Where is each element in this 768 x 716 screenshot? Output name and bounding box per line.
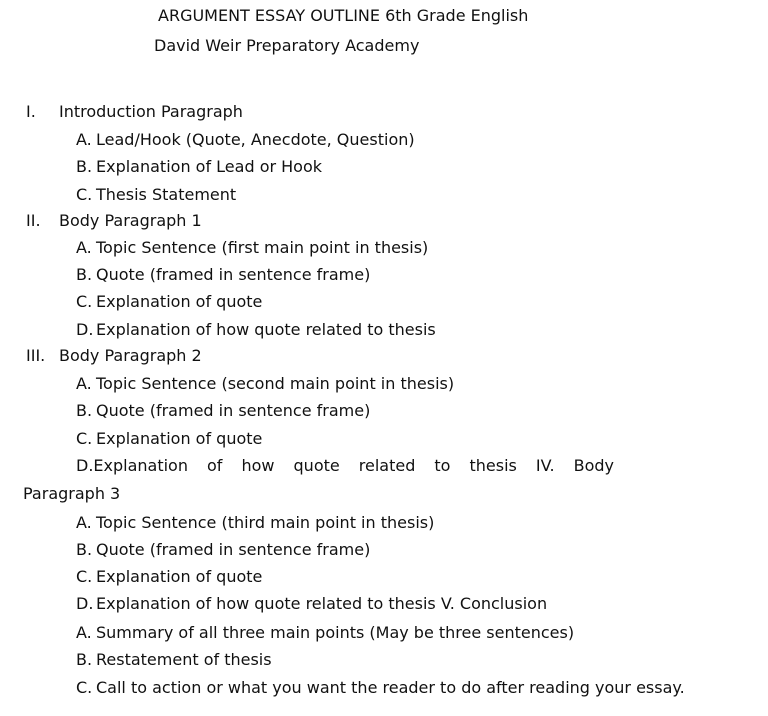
item-text: Explanation of quote <box>96 567 263 586</box>
justified-word: quote <box>293 456 340 475</box>
item-letter: A. <box>76 238 92 257</box>
item-text: Explanation of quote <box>96 292 263 311</box>
justified-word: how <box>241 456 275 475</box>
justified-word: IV. <box>535 456 555 475</box>
item-letter-word <box>76 456 188 476</box>
outline-item <box>76 185 236 205</box>
justified-word: to <box>434 456 451 475</box>
item-letter: C. <box>76 429 93 448</box>
section-title: Body Paragraph 2 <box>59 346 202 365</box>
item-letter: D. <box>76 320 94 339</box>
roman-numeral: II. <box>26 211 41 230</box>
item-text: Explanation of how quote related to thesis <box>96 320 436 339</box>
item-text: Quote (framed in sentence frame) <box>96 401 371 420</box>
item-text: Quote (framed in sentence frame) <box>96 540 371 559</box>
outline-item <box>76 157 322 177</box>
item-letter: C. <box>76 292 93 311</box>
outline-item <box>76 678 685 698</box>
justified-word: Body <box>573 456 614 475</box>
item-text: Topic Sentence (second main point in thesis) <box>96 374 455 393</box>
item-letter: B. <box>76 157 93 176</box>
document-title: ARGUMENT ESSAY OUTLINE 6th Grade English <box>158 6 529 25</box>
item-text: Restatement of thesis <box>96 650 272 669</box>
outline-item <box>76 320 436 340</box>
wrapped-heading: Paragraph 3 <box>23 484 121 503</box>
justified-word: thesis <box>469 456 517 475</box>
item-text: Explanation of how quote related to thesis V. Conclusion <box>96 594 548 613</box>
outline-item <box>76 401 370 421</box>
item-letter: B. <box>76 650 93 669</box>
section-heading-2 <box>26 211 202 231</box>
item-letter: D. <box>76 456 94 475</box>
justified-word: Explanation <box>93 456 188 475</box>
section-title: Body Paragraph 1 <box>59 211 202 230</box>
outline-item <box>76 594 547 614</box>
roman-numeral: I. <box>26 102 36 121</box>
outline-item <box>76 623 574 643</box>
outline-item <box>76 265 370 285</box>
outline-item <box>76 429 262 449</box>
section-heading-3 <box>26 346 202 366</box>
justified-word: related <box>358 456 416 475</box>
item-text: Summary of all three main points (May be three sentences) <box>96 623 575 642</box>
item-text: Explanation of quote <box>96 429 263 448</box>
item-letter: C. <box>76 567 93 586</box>
item-letter: A. <box>76 130 92 149</box>
item-letter: B. <box>76 540 93 559</box>
item-text: Thesis Statement <box>96 185 237 204</box>
outline-item <box>76 567 262 587</box>
item-text: Topic Sentence (third main point in thesis) <box>96 513 435 532</box>
item-letter: D. <box>76 594 94 613</box>
outline-item <box>76 130 415 150</box>
justified-word: of <box>207 456 223 475</box>
item-letter: A. <box>76 374 92 393</box>
outline-item-justified <box>76 456 614 476</box>
item-text: Lead/Hook (Quote, Anecdote, Question) <box>96 130 415 149</box>
outline-item <box>76 540 370 560</box>
item-letter: A. <box>76 513 92 532</box>
section-title: Introduction Paragraph <box>59 102 243 121</box>
item-letter: B. <box>76 265 93 284</box>
roman-numeral: III. <box>26 346 46 365</box>
item-letter: C. <box>76 678 93 697</box>
item-text: Topic Sentence (first main point in thesis) <box>96 238 429 257</box>
section-heading-1 <box>26 102 243 122</box>
item-text: Quote (framed in sentence frame) <box>96 265 371 284</box>
item-letter: B. <box>76 401 93 420</box>
item-text: Call to action or what you want the reader to do after reading your essay. <box>96 678 685 697</box>
school-name: David Weir Preparatory Academy <box>154 36 420 55</box>
outline-item <box>76 374 454 394</box>
outline-item <box>76 292 262 312</box>
outline-item <box>76 513 434 533</box>
item-letter: A. <box>76 623 92 642</box>
item-text: Explanation of Lead or Hook <box>96 157 323 176</box>
outline-item <box>76 650 272 670</box>
item-letter: C. <box>76 185 93 204</box>
outline-item <box>76 238 428 258</box>
